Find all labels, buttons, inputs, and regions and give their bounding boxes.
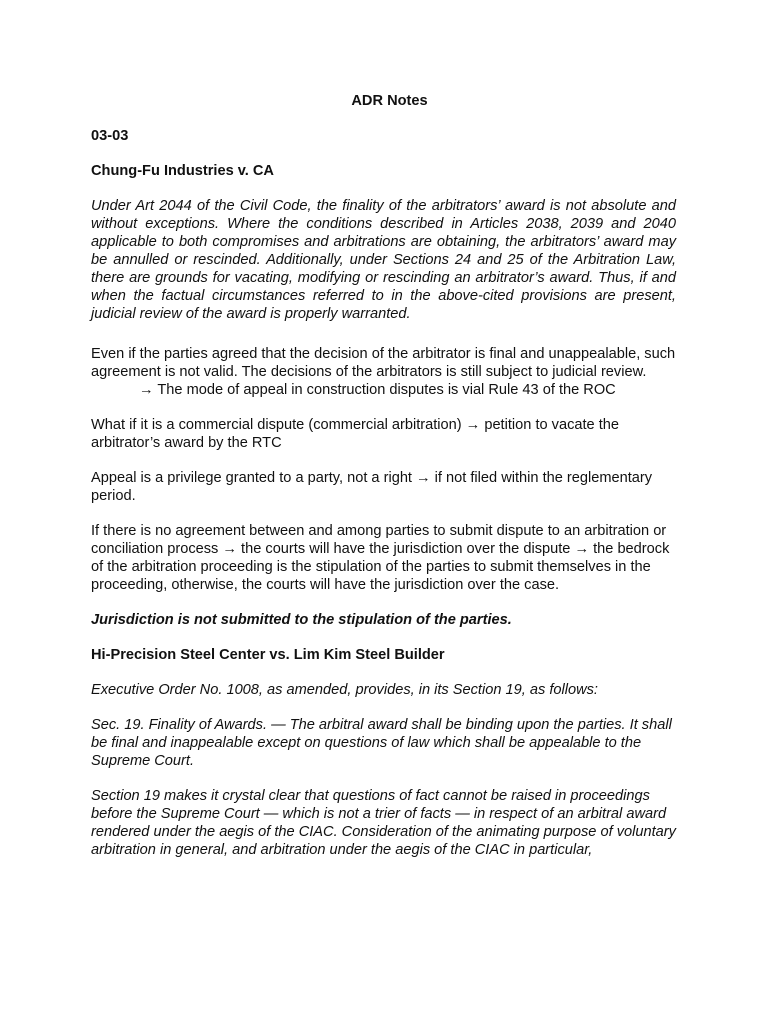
section-19-discussion: Section 19 makes it crystal clear that questions of fact cannot be raised in proceedings before the Supreme Court — which is not a trier of facts — in respect of an arbitral award rendered under the aegis of the CIAC. Consideration of the animating purpose of voluntary arbitration in general, and arbitration under the aegis of the CIAC in particular, [91, 788, 676, 858]
case-heading-hi-precision: Hi-Precision Steel Center vs. Lim Kim Steel Builder [91, 647, 445, 663]
note-paragraph-1 [91, 345, 676, 399]
note-paragraph-1-text: Even if the parties agreed that the decision of the arbitrator is final and unappealable, such agreement is not valid. The decisions of the arbitrators is still subject to judicial review. [91, 346, 676, 380]
note-emphasis: Jurisdiction is not submitted to the stipulation of the parties. [91, 612, 512, 628]
case-heading-chung-fu: Chung-Fu Industries v. CA [91, 163, 274, 179]
note-paragraph-3: Appeal is a privilege granted to a party, not a right → if not filed within the reglementary period. [91, 470, 653, 504]
note-arrow-line: → The mode of appeal in construction disputes is vial Rule 43 of the ROC [139, 382, 616, 398]
date-heading: 03-03 [91, 128, 129, 144]
case-quote-chung-fu: Under Art 2044 of the Civil Code, the finality of the arbitrators’ award is not absolute and without exceptions. Where the conditions described in Articles 2038, 2039 and 2040 applicable to both compromises and arbitrations are obtaining, the arbitrators’ award may be annulled or rescinded. Additionally, under Sections 24 and 25 of the Arbitration Law, there are grounds for vacating, modifying or rescinding an arbitrator’s award. Thus, if and when the factual circumstances referred to in the above-cited provisions are present, judicial review of the award is properly warranted. [91, 198, 676, 322]
note-paragraph-4: If there is no agreement between and among parties to submit dispute to an arbitration or conciliation process → the courts will have the jurisdiction over the dispute → the bedrock of the arbitration proceeding is the stipulation of the parties to submit themselves in the proceeding, otherwise, the courts will have the jurisdiction over the case. [91, 523, 670, 593]
case-intro-hi-precision: Executive Order No. 1008, as amended, provides, in its Section 19, as follows: [91, 682, 598, 698]
document-title: ADR Notes [351, 93, 428, 109]
section-19-quote: Sec. 19. Finality of Awards. — The arbitral award shall be binding upon the parties. It shall be final and inappealable except on questions of law which shall be appealable to the Supreme Court. [91, 717, 672, 769]
note-paragraph-2: What if it is a commercial dispute (commercial arbitration) → petition to vacate the arbitrator’s award by the RTC [91, 417, 620, 451]
